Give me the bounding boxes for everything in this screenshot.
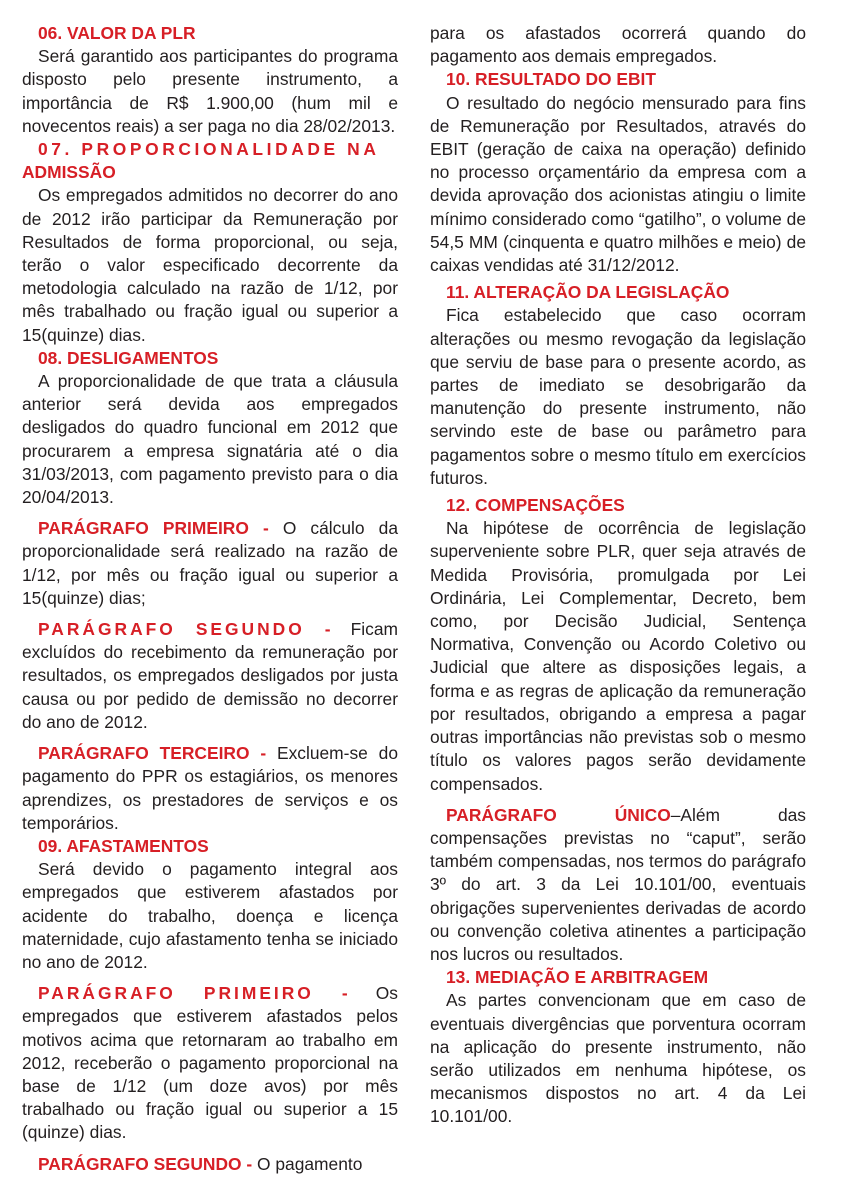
paragraph-label: PARÁGRAFO SEGUNDO - bbox=[38, 619, 334, 640]
paragraph-text: O cálculo da proporcionalidade será realizado na razão de 1/12, por mês ou fração igual ou superior a 15(quinze) dias; bbox=[22, 518, 398, 608]
section-12-heading: 12. COMPENSAÇÕES bbox=[446, 495, 625, 516]
paragraph-label: PARÁGRAFO PRIMEIRO - bbox=[38, 983, 351, 1004]
section-08-paragraph-2 bbox=[22, 618, 398, 734]
section-09-heading: 09. AFASTAMENTOS bbox=[38, 835, 209, 856]
section-11-text: Fica estabelecido que caso ocorram alterações ou mesmo revogação da legislação que serviu de base para o presente acordo, as partes de imediato se desobrigarão da manutenção do presente instrumento, não servindo este de base ou parâmetro para pagamentos sobre o mesmo título em exercícios futuros. bbox=[430, 305, 806, 488]
paragraph-text: –Além das compensações previstas no “caput”, serão também compensadas, nos termos do parágrafo 3º do art. 3 da Lei 10.101/00, eventuais obrigações supervenientes derivadas de acordo ou convenção coletiva atinentes a participação nos lucros ou resultados. bbox=[430, 804, 806, 964]
section-06-text: Será garantido aos participantes do programa disposto pelo presente instrumento, a importância de R$ 1.900,00 (hum mil e novecentos reais) a ser paga no dia 28/02/2013. bbox=[22, 46, 398, 136]
section-09-continuation: para os afastados ocorrerá quando do pagamento aos demais empregados. bbox=[430, 23, 806, 67]
paragraph-label: PARÁGRAFO PRIMEIRO - bbox=[38, 518, 269, 539]
section-12-text: Na hipótese de ocorrência de legislação superveniente sobre PLR, quer seja através de Medida Provisória, promulgada por Lei Ordinária, Lei Complementar, Decreto, bem como, por Decisão Judicial, Sentença Normativa, Convenção ou Acordo Coletivo ou Judicial que altere as disposições legais, a forma e as regras de aplicação da remuneração por resultados, obrigando a empresa a pagar outras importâncias não previstas sob o mesmo título os valores pagos serão devidamente compensados. bbox=[430, 518, 806, 794]
section-08-text: A proporcionalidade de que trata a cláusula anterior será devida aos empregados desligados do quadro funcional em 2012 que procurarem a empresa signatária até o dia 31/03/2013, com pagamento previsto para o dia 20/04/2013. bbox=[22, 371, 398, 508]
section-13-text: As partes convencionam que em caso de eventuais divergências que porventura ocorram na aplicação do presente instrumento, não serão utilizados em nenhuma hipótese, os mecanismos dispostos no art. 4 da Lei 10.101/00. bbox=[430, 990, 806, 1127]
paragraph-label: PARÁGRAFO ÚNICO bbox=[446, 804, 671, 825]
section-07-heading: 07. PROPORCIONALIDADE NA bbox=[38, 139, 380, 160]
right-column bbox=[430, 22, 806, 1129]
section-12-paragraph-unico bbox=[430, 804, 806, 966]
paragraph-label: PARÁGRAFO TERCEIRO - bbox=[38, 743, 267, 764]
paragraph-text: Excluem-se do pagamento do PPR os estagiários, os menores aprendizes, os prestadores de serviços e os temporários. bbox=[22, 743, 398, 833]
section-08-heading: 08. DESLIGAMENTOS bbox=[38, 347, 219, 368]
paragraph-label: PARÁGRAFO SEGUNDO - bbox=[38, 1153, 253, 1174]
section-07-text: Os empregados admitidos no decorrer do ano de 2012 irão participar da Remuneração por Resultados de forma proporcional, ou seja, terão o valor especificado decorrente da metodologia calculado na razão de 1/12, por mês trabalhado ou fração igual ou superior a 15(quinze) dias. bbox=[22, 185, 398, 345]
section-10-heading: 10. RESULTADO DO EBIT bbox=[446, 69, 656, 90]
section-08-paragraph-3 bbox=[22, 742, 398, 835]
paragraph-text: Os empregados que estiverem afastados pelos motivos acima que retornaram ao trabalho em 2012, receberão o pagamento proporcional na base de 1/12 (um doze avos) por mês trabalhado ou fração igual ou superior a 15 (quinze) dias. bbox=[22, 983, 398, 1143]
section-09-paragraph-1 bbox=[22, 982, 398, 1144]
section-10-text: O resultado do negócio mensurado para fins de Remuneração por Resultados, através do EBIT (geração de caixa na operação) definido no processo orçamentário da empresa com a devida aprovação dos acionistas atingiu o limite mínimo considerado como “gatilho”, o volume de 54,5 MM (cinquenta e quatro milhões e meio) de caixas vendidas até 31/12/2012. bbox=[430, 92, 807, 276]
section-06-heading: 06. VALOR DA PLR bbox=[38, 23, 196, 43]
left-column bbox=[22, 22, 398, 1176]
section-09-text: Será devido o pagamento integral aos empregados que estiverem afastados por acidente do trabalho, doença e licença maternidade, cujo afastamento tenha se iniciado no ano de 2012. bbox=[22, 859, 398, 972]
paragraph-text: O pagamento bbox=[252, 1153, 363, 1174]
paragraph-text: Ficam excluídos do recebimento da remuneração por resultados, os empregados desligados por justa causa ou por pedido de demissão no decorrer do ano de 2012. bbox=[22, 619, 398, 732]
section-07-heading-cont: ADMISSÃO bbox=[22, 162, 116, 183]
section-08-paragraph-1 bbox=[22, 517, 398, 610]
section-11-heading: 11. ALTERAÇÃO DA LEGISLAÇÃO bbox=[446, 282, 730, 303]
section-13-heading: 13. MEDIAÇÃO E ARBITRAGEM bbox=[446, 967, 709, 988]
section-09-paragraph-2 bbox=[22, 1153, 398, 1176]
